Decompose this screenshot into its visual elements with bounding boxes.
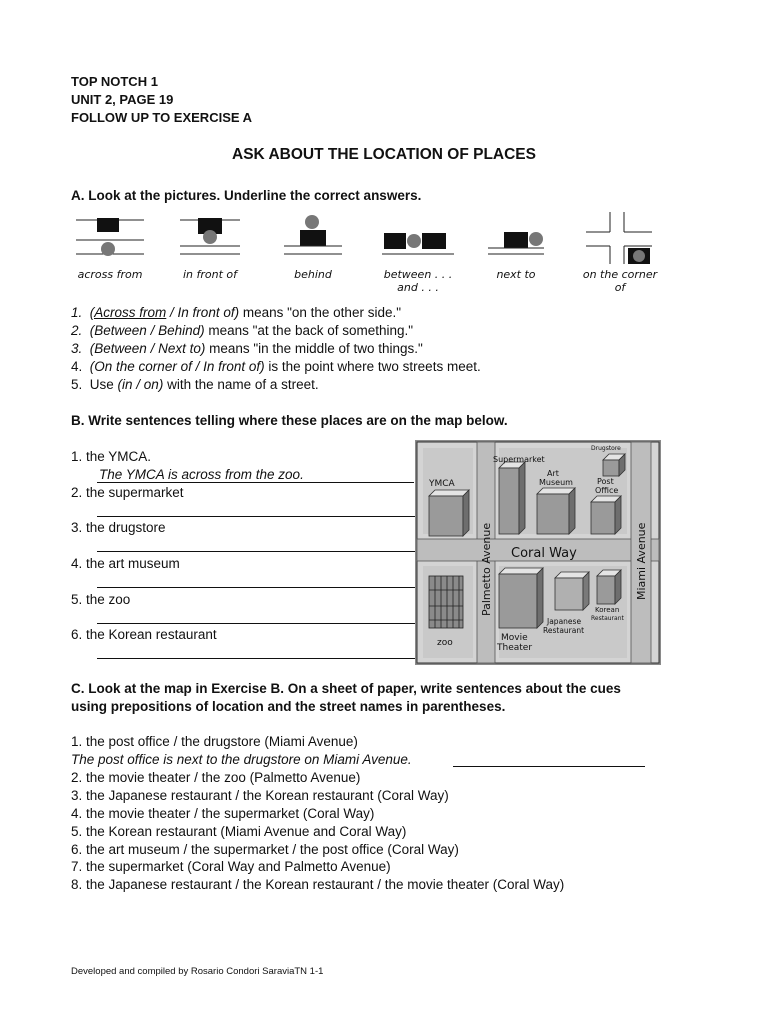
map-label-korean-restaurant: Restaurant xyxy=(591,615,624,622)
section-b-item-3: 3. the drugstore xyxy=(71,520,166,535)
choice-text: (Between / Next to) xyxy=(89,341,206,356)
item-pre: Use xyxy=(89,377,118,392)
ymca-building xyxy=(429,490,469,536)
section-c-item-7: 7. the supermarket (Coral Way and Palmetto Avenue) xyxy=(71,859,391,874)
between-illustration xyxy=(378,210,458,266)
japanese-restaurant-building xyxy=(555,572,589,610)
choice-text: (in / on) xyxy=(117,377,164,392)
answer-line-5[interactable] xyxy=(97,623,416,624)
section-c-item-4: 4. the movie theater / the supermarket (Coral Way) xyxy=(71,806,375,821)
caption-in-front-of: in front of xyxy=(182,268,238,281)
page-title: ASK ABOUT THE LOCATION OF PLACES xyxy=(232,146,536,163)
in-front-of-illustration xyxy=(176,210,244,266)
map-label-supermarket: Supermarket xyxy=(493,455,545,464)
answer-line-2[interactable] xyxy=(97,516,416,517)
item-number: 2. xyxy=(71,323,83,338)
caption-between: between . . . and . . . xyxy=(383,268,453,294)
picture-across-from xyxy=(72,210,148,285)
caption-on-the-corner-of: on the corner of xyxy=(582,268,658,294)
item-rest: is the point where two streets meet. xyxy=(264,359,481,374)
map-label-drugstore: Drugstore xyxy=(591,445,621,452)
movie-theater-building xyxy=(499,568,543,628)
map-label-theater: Theater xyxy=(497,643,533,653)
on-the-corner-of-illustration xyxy=(576,210,664,266)
section-c-item-6: 6. the art museum / the supermarket / the post office (Coral Way) xyxy=(71,842,459,857)
map-label-japanese: Japanese xyxy=(547,617,582,626)
zoo-enclosure xyxy=(429,576,463,628)
header-line-2: UNIT 2, PAGE 19 xyxy=(71,92,174,107)
footer-credit: Developed and compiled by Rosario Condori SaraviaTN 1-1 xyxy=(71,966,324,977)
map-label-coral-way: Coral Way xyxy=(511,546,577,561)
item-rest: means "in the middle of two things." xyxy=(205,341,423,356)
example-answer-line xyxy=(453,766,645,767)
section-a-item-1 xyxy=(71,304,401,322)
section-b-item-4: 4. the art museum xyxy=(71,556,180,571)
section-c-item-3: 3. the Japanese restaurant / the Korean restaurant (Coral Way) xyxy=(71,788,449,803)
item-rest: means "on the other side." xyxy=(239,305,402,320)
map-label-office: Office xyxy=(595,486,619,495)
section-b-answer-1: The YMCA is across from the zoo. xyxy=(99,467,304,482)
section-a-heading: A. Look at the pictures. Underline the correct answers. xyxy=(71,188,422,203)
map-label-museum: Museum xyxy=(539,478,573,487)
section-c-example-cue: 1. the post office / the drugstore (Miami Avenue) xyxy=(71,734,358,749)
map-label-korean: Korean xyxy=(595,606,620,614)
behind-illustration xyxy=(280,210,346,266)
picture-between xyxy=(378,210,458,294)
map-label-ymca: YMCA xyxy=(429,479,455,489)
answer-line-1[interactable] xyxy=(97,482,414,483)
map-label-art: Art xyxy=(547,469,559,478)
answer-line-4[interactable] xyxy=(97,587,416,588)
section-b-item-6: 6. the Korean restaurant xyxy=(71,627,217,642)
post-office-building xyxy=(591,496,621,534)
supermarket-building xyxy=(499,462,525,534)
item-rest: with the name of a street. xyxy=(163,377,319,392)
choice-text: / In front of) xyxy=(166,305,240,320)
picture-in-front-of xyxy=(176,210,244,285)
item-number: 5. xyxy=(71,377,83,392)
answer-line-3[interactable] xyxy=(97,551,418,552)
header-line-1: TOP NOTCH 1 xyxy=(71,74,158,89)
choice-text: (Between / Behind) xyxy=(89,323,205,338)
choice-underlined: (Across from xyxy=(89,305,167,320)
picture-next-to xyxy=(484,210,548,285)
section-c-item-5: 5. the Korean restaurant (Miami Avenue and Coral Way) xyxy=(71,824,407,839)
section-a-item-4 xyxy=(71,358,481,376)
section-b-heading: B. Write sentences telling where these places are on the map below. xyxy=(71,413,508,428)
next-to-illustration xyxy=(484,210,548,266)
map-label-zoo: zoo xyxy=(437,638,453,648)
answer-line-6[interactable] xyxy=(97,658,416,659)
korean-restaurant-building xyxy=(597,570,621,604)
header-line-3: FOLLOW UP TO EXERCISE A xyxy=(71,110,253,125)
across-from-illustration xyxy=(72,210,148,266)
map-label-post: Post xyxy=(597,477,614,486)
section-b-item-2: 2. the supermarket xyxy=(71,485,184,500)
choice-text: (On the corner of / In front of) xyxy=(89,359,265,374)
section-c-item-8: 8. the Japanese restaurant / the Korean restaurant / the movie theater (Coral Way) xyxy=(71,877,565,892)
section-c-item-2: 2. the movie theater / the zoo (Palmetto Avenue) xyxy=(71,770,361,785)
section-b-item-5: 5. the zoo xyxy=(71,592,131,607)
item-rest: means "at the back of something." xyxy=(204,323,414,338)
section-a-item-3 xyxy=(71,340,423,358)
caption-next-to: next to xyxy=(496,268,536,281)
item-number: 4. xyxy=(71,359,83,374)
map-label-palmetto-avenue: Palmetto Avenue xyxy=(480,522,493,616)
map-label-movie: Movie xyxy=(501,633,528,643)
map-label-miami-avenue: Miami Avenue xyxy=(635,522,648,600)
section-c-heading-1: C. Look at the map in Exercise B. On a sheet of paper, write sentences about the cues xyxy=(71,681,621,696)
item-number: 3. xyxy=(71,341,83,356)
map-label-japanese-restaurant: Restaurant xyxy=(543,626,585,635)
section-c-heading-2: using prepositions of location and the street names in parentheses. xyxy=(71,699,506,714)
picture-on-the-corner-of xyxy=(576,210,664,294)
item-number: 1. xyxy=(71,305,83,320)
section-c-example-answer: The post office is next to the drugstore on Miami Avenue. xyxy=(71,752,412,767)
section-b-item-1: 1. the YMCA. xyxy=(71,449,152,464)
caption-behind: behind xyxy=(294,268,332,281)
caption-across-from: across from xyxy=(77,268,143,281)
picture-behind xyxy=(280,210,346,285)
art-museum-building xyxy=(537,488,575,534)
city-map xyxy=(415,440,661,665)
drugstore-building xyxy=(603,454,625,476)
section-a-item-5 xyxy=(71,376,319,394)
section-a-item-2 xyxy=(71,322,413,340)
